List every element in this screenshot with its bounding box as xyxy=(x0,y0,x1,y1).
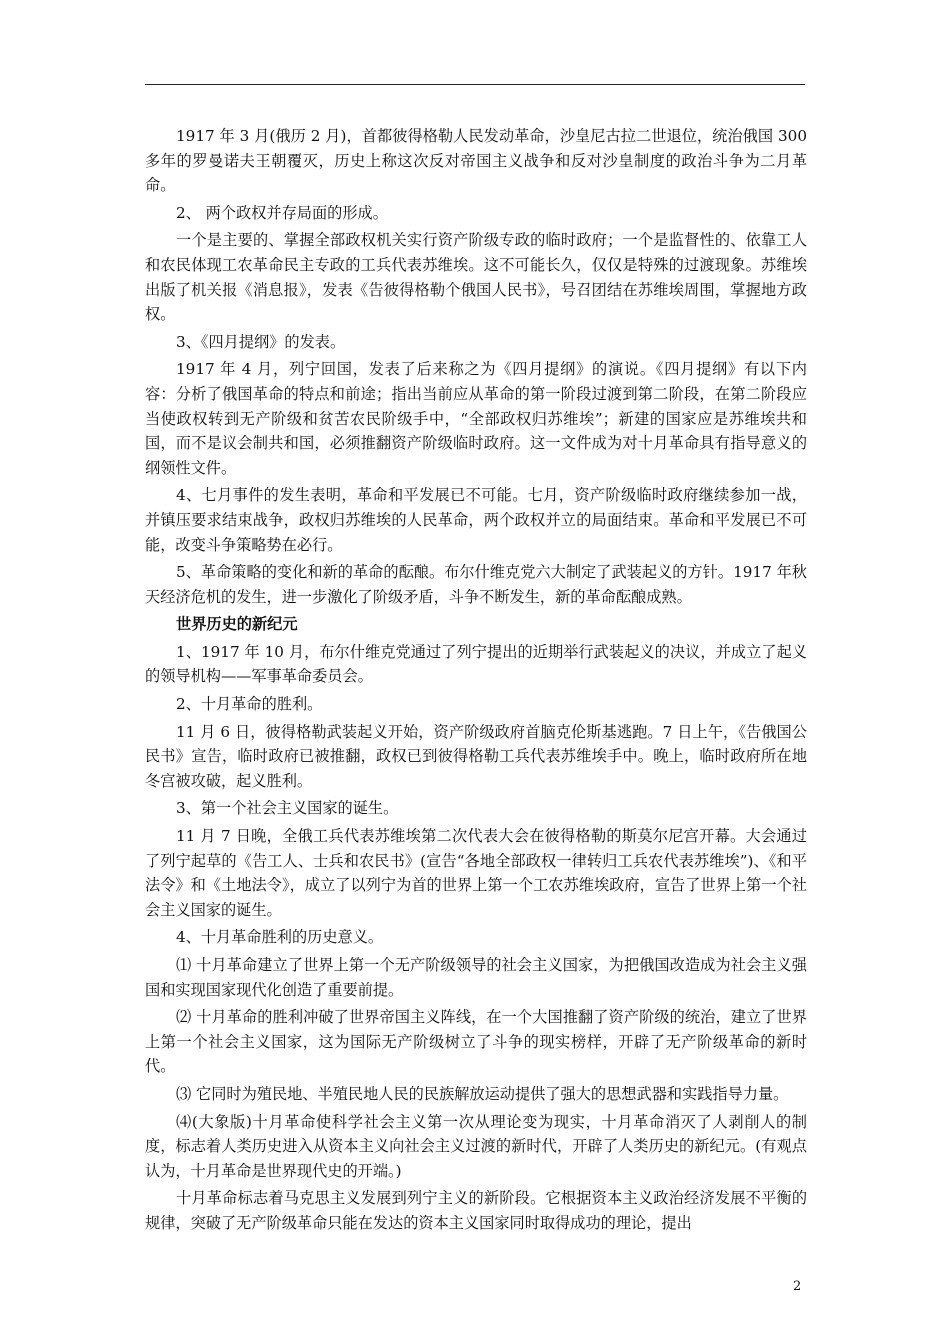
paragraph-july-days: 4、七月事件的发生表明，革命和平发展已不可能。七月，资产阶级临时政府继续参加一战，并镇压要求结束战争，政权归苏维埃的人民革命，两个政权并立的局面结束。革命和平发展已不可能，改变斗争策略势在必行。 xyxy=(145,486,807,554)
paragraph-military-committee: 1、1917 年 10 月，布尔什维克党通过了列宁提出的近期举行武装起义的决议，并成立了起义的领导机构——军事革命委员会。 xyxy=(145,642,807,686)
paragraph-leninism: 十月革命标志着马克思主义发展到列宁主义的新阶段。它根据资本主义政治经济发展不平衡的规律，突破了无产阶级革命只能在发达的资本主义国家同时取得成功的理论，提出 xyxy=(145,1189,807,1232)
paragraph-first-socialist-state: 11 月 7 日晚，全俄工兵代表苏维埃第二次代表大会在彼得格勒的斯莫尔尼宫开幕。大会通过了列宁起草的《告工人、士兵和农民书》(宣告“各地全部政权一律转归工兵农代表苏维埃”)、《和平法令》和《土地法令》，成立了以列宁为首的世界上第一个工农苏维埃政府，宣告了世界上第一个社会主义国家的诞生。 xyxy=(145,827,807,919)
paragraph-significance-2: ⑵ 十月革命的胜利冲破了世界帝国主义阵线，在一个大国推翻了资产阶级的统治，建立了世界上第一个社会主义国家，这为国际无产阶级树立了斗争的现实榜样，开辟了无产阶级革命的新时代。 xyxy=(145,1008,807,1076)
paragraph-dual-power: 一个是主要的、掌握全部政权机关实行资产阶级专政的临时政府；一个是监督性的、依靠工人和农民体现工农革命民主专政的工兵代表苏维埃。这不可能长久，仅仅是特殊的过渡现象。苏维埃出版了机关报《消息报》，发表《告彼得格勒个俄国人民书》，号召团结在苏维埃周围，掌握地方政权。 xyxy=(145,231,807,324)
item-october-victory-heading: 2、十月革命的胜利。 xyxy=(176,695,323,714)
paragraph-february-revolution: 1917 年 3 月(俄历 2 月)，首都彼得格勒人民发动革命，沙皇尼古拉二世退位，统治俄国 300 多年的罗曼诺夫王朝覆灭，历史上称这次反对帝国主义战争和反对沙皇制度的政治斗争为二月革命。 xyxy=(145,127,807,195)
paragraph-significance-1: ⑴ 十月革命建立了世界上第一个无产阶级领导的社会主义国家，为把俄国改造成为社会主义强国和实现国家现代化创造了重要前提。 xyxy=(145,956,807,999)
page-number: 2 xyxy=(793,1279,802,1294)
item-historical-significance-heading: 4、十月革命胜利的历史意义。 xyxy=(176,928,384,947)
paragraph-significance-4: ⑷(大象版)十月革命使科学社会主义第一次从理论变为现实，十月革命消灭了人剥削人的制度，标志着人类历史进入从资本主义向社会主义过渡的新时代，开辟了人类历史的新纪元。(有观点认为，十月革命是世界现代史的开端。) xyxy=(145,1112,807,1180)
item-first-socialist-state-heading: 3、第一个社会主义国家的诞生。 xyxy=(176,799,399,818)
item-april-theses-heading: 3、《四月提纲》的发表。 xyxy=(176,332,346,351)
paragraph-october-victory: 11 月 6 日，彼得格勒武装起义开始，资产阶级政府首脑克伦斯基逃跑。7 日上午，《告俄国公民书》宣告，临时政府已被推翻，政权已到彼得格勒工兵代表苏维埃手中。晚上，临时政府所在地冬宫被攻破，起义胜利。 xyxy=(145,722,807,790)
paragraph-significance-3: ⑶ 它同时为殖民地、半殖民地人民的民族解放运动提供了强大的思想武器和实践指导力量。 xyxy=(176,1084,789,1103)
item-dual-power-heading: 2、 两个政权并存局面的形成。 xyxy=(176,203,388,222)
paragraph-strategy-change: 5、革命策略的变化和新的革命的酝酿。布尔什维克党六大制定了武装起义的方针。1917 年秋天经济危机的发生，进一步激化了阶级矛盾，斗争不断发生，新的革命酝酿成熟。 xyxy=(145,563,807,606)
header-rule xyxy=(145,84,805,85)
paragraph-april-theses: 1917 年 4 月，列宁回国，发表了后来称之为《四月提纲》的演说。《四月提纲》有以下内容：分析了俄国革命的特点和前途；指出当前应从革命的第一阶段过渡到第二阶段，在第二阶段应当使政权转到无产阶级和贫苦农民阶级手中，“全部政权归苏维埃”；新建的国家应是苏维埃共和国，而不是议会制共和国，必须推翻资产阶级临时政府。这一文件成为对十月革命具有指导意义的纲领性文件。 xyxy=(145,360,807,477)
section-heading-new-era: 世界历史的新纪元 xyxy=(176,615,298,634)
document-body xyxy=(145,124,807,1239)
